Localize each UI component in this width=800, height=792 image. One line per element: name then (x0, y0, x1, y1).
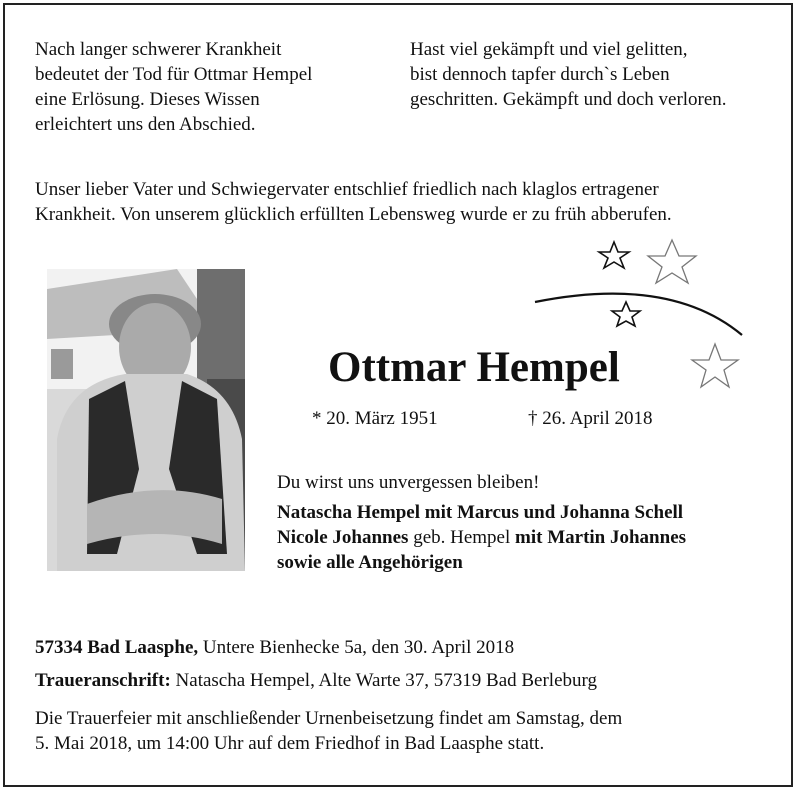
mourning-address-line (35, 668, 597, 693)
intro-left-line: Nach langer schwerer Krankheit (35, 39, 282, 60)
place-rest: Untere Bienhecke 5a, den 30. April 2018 (198, 637, 515, 658)
intro-left-line: eine Erlösung. Dieses Wissen (35, 89, 260, 110)
funeral-line: 5. Mai 2018, um 14:00 Uhr auf dem Friedhof in Bad Laasphe statt. (35, 733, 545, 754)
address-rest: Natascha Hempel, Alte Warte 37, 57319 Bad Berleburg (170, 670, 598, 691)
intro-left-line: erleichtert uns den Abschied. (35, 114, 256, 135)
death-date: † 26. April 2018 (528, 408, 653, 429)
funeral-line: Die Trauerfeier mit anschließender Urnenbeisetzung findet am Samstag, dem (35, 708, 623, 729)
star-icon (612, 302, 640, 326)
place-label: 57334 Bad Laasphe, (35, 637, 199, 658)
intro-right-line: bist dennoch tapfer durch`s Leben (410, 64, 670, 85)
address-label: Traueranschrift: (35, 670, 171, 691)
place-date-line (35, 635, 514, 660)
mourner-partner: mit Martin Johannes (515, 527, 687, 548)
star-icon (648, 240, 696, 283)
birth-date: * 20. März 1951 (312, 408, 438, 429)
paragraph-line: Krankheit. Von unserem glücklich erfüllten Lebensweg wurde er zu früh abberufen. (35, 204, 672, 225)
mourner-maiden: geb. Hempel (408, 527, 516, 548)
mourners-line-2 (277, 525, 686, 550)
deceased-name: Ottmar Hempel (328, 344, 620, 391)
remembrance-text: Du wirst uns unvergessen bleiben! (277, 472, 540, 493)
star-icon (599, 242, 629, 268)
mourners-line-3: sowie alle Angehörigen (277, 552, 463, 573)
star-icon (692, 344, 738, 387)
intro-left-line: bedeutet der Tod für Ottmar Hempel (35, 64, 313, 85)
paragraph-line: Unser lieber Vater und Schwiegervater entschlief friedlich nach klaglos ertragener (35, 179, 659, 200)
intro-right-line: geschritten. Gekämpft und doch verloren. (410, 89, 727, 110)
portrait-photo (47, 269, 245, 571)
mourners-line-1: Natascha Hempel mit Marcus und Johanna Schell (277, 502, 684, 523)
mourner-name: Nicole Johannes (277, 527, 409, 548)
intro-right-line: Hast viel gekämpft und viel gelitten, (410, 39, 688, 60)
